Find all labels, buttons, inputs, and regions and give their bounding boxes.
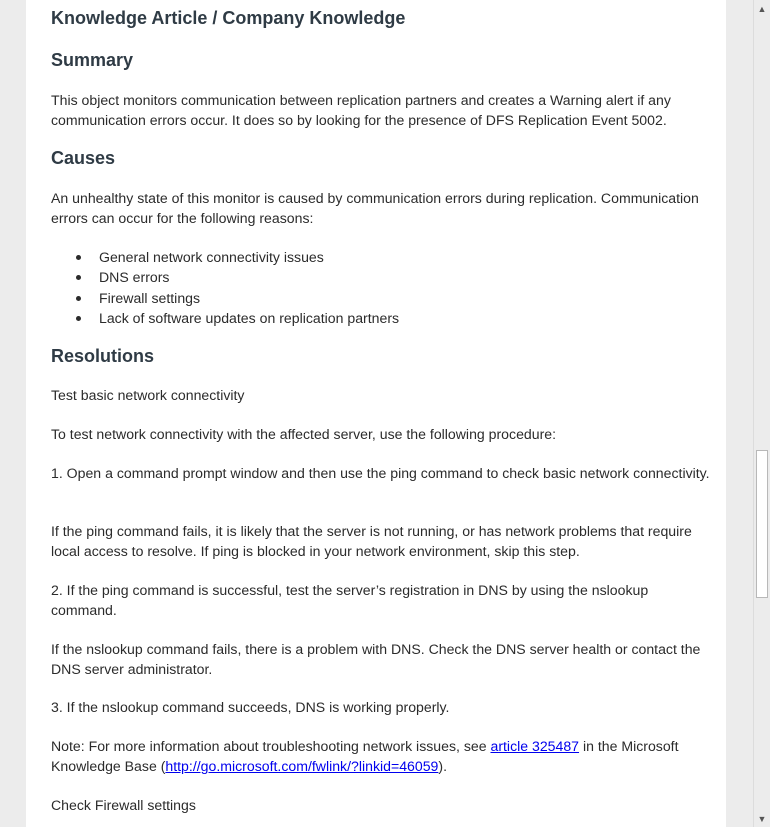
step-2: 2. If the ping command is successful, test the server’s registration in DNS by using the nslookup command. (51, 582, 649, 618)
list-item: Firewall settings (51, 288, 711, 308)
resolution-intro: To test network connectivity with the affected server, use the following procedure: (51, 426, 557, 442)
causes-heading: Causes (51, 148, 116, 168)
kb-note (51, 736, 711, 776)
causes-text: An unhealthy state of this monitor is caused by communication errors during replication. Communication errors can occur for the following reasons: (51, 190, 699, 226)
step-3: 3. If the nslookup command succeeds, DNS is working properly. (51, 699, 450, 715)
list-item: Lack of software updates on replication partners (51, 308, 711, 328)
left-gutter (0, 0, 26, 827)
article-link[interactable]: article 325487 (490, 738, 580, 754)
step-1-note: If the ping command fails, it is likely that the server is not running, or has network problems that require local access to resolve. If ping is blocked in your network environment, skip this step. (51, 523, 692, 559)
scrollbar-thumb[interactable] (756, 450, 768, 598)
step-1: 1. Open a command prompt window and then use the ping command to check basic network connectivity. (51, 465, 710, 481)
kb-note-prefix: Note: For more information about troubleshooting network issues, see (51, 738, 491, 754)
step-2-note: If the nslookup command fails, there is a problem with DNS. Check the DNS server health or contact the DNS server administrator. (51, 641, 701, 677)
list-item: General network connectivity issues (51, 247, 711, 267)
page-title: Knowledge Article / Company Knowledge (51, 8, 406, 28)
scroll-up-icon[interactable]: ▲ (757, 3, 767, 14)
causes-list (51, 247, 711, 328)
fwlink-link[interactable]: http://go.microsoft.com/fwlink/?linkid=46059 (165, 758, 439, 774)
firewall-subheading: Check Firewall settings (51, 797, 196, 813)
summary-text: This object monitors communication between replication partners and creates a Warning alert if any communication errors occur. It does so by looking for the presence of DFS Replication Event 5002. (51, 92, 671, 128)
resolutions-heading: Resolutions (51, 346, 155, 366)
article-content (26, 0, 726, 827)
scroll-down-icon[interactable]: ▼ (757, 813, 767, 824)
vertical-scrollbar[interactable] (753, 0, 770, 827)
kb-note-suffix: ). (438, 758, 448, 774)
summary-heading: Summary (51, 50, 134, 70)
kb-note-middle: in the Microsoft Knowledge Base ( (51, 738, 679, 774)
resolution-subheading: Test basic network connectivity (51, 387, 245, 403)
list-item: DNS errors (51, 267, 711, 287)
